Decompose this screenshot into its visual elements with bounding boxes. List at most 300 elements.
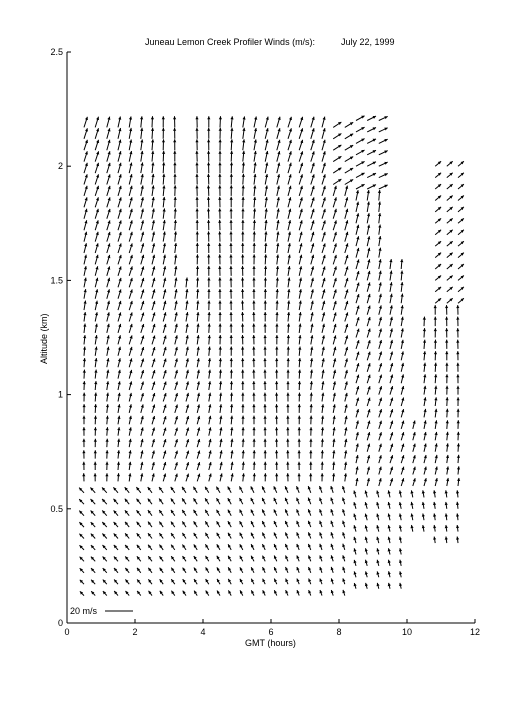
wind-arrow-head [263, 381, 266, 384]
wind-arrow-head [151, 128, 154, 131]
wind-arrow-head [162, 128, 165, 131]
wind-arrow-head [241, 243, 244, 246]
wind-arrow-head [94, 439, 97, 442]
wind-arrow-head [457, 443, 460, 446]
wind-arrow-head [287, 301, 290, 304]
wind-arrow-head [288, 220, 291, 223]
wind-arrow-head [230, 151, 233, 154]
wind-arrow-head [264, 324, 267, 327]
wind-arrow-head [263, 393, 266, 396]
wind-arrow-head [367, 478, 370, 481]
wind-arrow-head [287, 370, 290, 373]
wind-arrow-head [230, 312, 233, 315]
wind-arrow-head [287, 324, 290, 327]
wind-arrow-head [84, 255, 87, 258]
wind-arrow-head [287, 312, 290, 315]
wind-arrow-head [275, 335, 278, 338]
wind-arrow-head [207, 266, 210, 269]
wind-arrow-head [94, 370, 97, 373]
wind-arrow-head [162, 185, 165, 188]
wind-arrow-head [253, 208, 256, 211]
wind-arrow-head [218, 174, 221, 177]
wind-arrow-head [445, 363, 448, 366]
wind-arrow-head [456, 340, 459, 343]
wind-arrow-head [445, 305, 448, 308]
wind-arrow-head [241, 254, 244, 257]
scale-key [70, 606, 133, 616]
wind-arrow-head [345, 404, 348, 407]
wind-arrow-head [252, 427, 255, 430]
wind-arrow-head [219, 128, 222, 131]
wind-arrow-head [423, 340, 426, 343]
wind-arrow-head [174, 208, 177, 211]
wind-arrow-head [207, 185, 210, 188]
wind-arrow-head [434, 386, 437, 389]
scale-key-label: 20 m/s [70, 606, 98, 616]
wind-arrow-head [321, 427, 324, 430]
wind-arrow-head [378, 190, 381, 193]
wind-arrow-head [310, 393, 313, 396]
wind-arrow-head [83, 324, 86, 327]
wind-arrow-head [162, 174, 165, 177]
wind-arrow-head [253, 185, 256, 188]
wind-arrow-head [242, 151, 245, 154]
wind-arrow-head [445, 351, 448, 354]
wind-arrow-head [229, 289, 232, 292]
wind-arrow-head [174, 220, 177, 223]
wind-arrow-head [263, 358, 266, 361]
x-axis-ticks [64, 619, 480, 637]
wind-arrow-head [390, 317, 393, 320]
wind-arrow-head [219, 116, 222, 119]
wind-arrow-head [276, 278, 279, 281]
wind-arrow-head [207, 162, 210, 165]
wind-arrow-head [219, 358, 222, 361]
wind-arrow-head [434, 374, 437, 377]
wind-arrow-head [241, 404, 244, 407]
wind-arrow-head [229, 278, 232, 281]
wind-arrow-head [218, 185, 221, 188]
wind-arrow-head [298, 404, 301, 407]
wind-arrow-head [82, 473, 85, 476]
wind-arrow-head [219, 324, 222, 327]
wind-arrow-head [252, 289, 255, 292]
wind-arrow-head [196, 197, 199, 200]
wind-arrow-head [105, 462, 108, 465]
wind-arrow-head [322, 335, 325, 338]
wind-arrow-head [129, 163, 132, 166]
wind-arrow-head [252, 416, 255, 419]
wind-arrow-head [173, 116, 176, 119]
wind-arrow-head [195, 185, 198, 188]
wind-arrow-head [400, 271, 403, 274]
wind-arrow-head [378, 213, 381, 216]
wind-arrow-head [321, 473, 324, 476]
y-axis-ticks [50, 47, 71, 628]
wind-arrow-head [264, 427, 267, 430]
wind-arrow-head [275, 370, 278, 373]
wind-arrow-head [207, 151, 210, 154]
wind-arrow-head [207, 128, 210, 131]
wind-arrow-head [117, 439, 120, 442]
wind-arrow-head [218, 231, 221, 234]
wind-arrow-head [141, 439, 144, 442]
wind-arrow-head [263, 370, 266, 373]
wind-arrow-head [162, 162, 165, 165]
wind-arrow-head [242, 473, 245, 476]
wind-arrow-head [242, 197, 245, 200]
wind-arrow-head [242, 185, 245, 188]
wind-arrow-head [163, 278, 166, 281]
wind-arrow-head [241, 277, 244, 280]
wind-arrow-head [173, 151, 176, 154]
wind-arrow-head [207, 197, 210, 200]
wind-arrow-head [456, 351, 459, 354]
y-tick-label: 0 [57, 618, 63, 628]
wind-arrow-head [276, 289, 279, 292]
wind-arrow-head [276, 266, 279, 269]
wind-arrow-head [264, 462, 267, 465]
wind-arrow-head [275, 473, 278, 476]
wind-arrow-head [333, 358, 336, 361]
wind-arrow-head [230, 416, 233, 419]
wind-arrow-head [195, 128, 198, 131]
wind-arrow-head [241, 289, 244, 292]
wind-arrow-head [230, 404, 233, 407]
wind-arrow-head [356, 213, 359, 216]
wind-arrow-head [208, 312, 211, 315]
wind-arrow-head [242, 462, 245, 465]
wind-arrow-head [252, 335, 255, 338]
wind-arrow-head [356, 455, 359, 458]
wind-arrow-head [321, 439, 324, 442]
wind-arrow-head [207, 301, 210, 304]
wind-arrow-head [241, 324, 244, 327]
wind-arrow-head [230, 116, 233, 119]
wind-arrow-head [82, 427, 85, 430]
wind-arrow-head [332, 462, 335, 465]
wind-arrow-head [252, 324, 255, 327]
wind-arrow-head [253, 439, 256, 442]
wind-arrow-head [456, 317, 459, 320]
wind-arrow-head [253, 254, 256, 257]
wind-arrow-head [367, 248, 370, 251]
wind-arrow-head [162, 197, 165, 200]
x-tick-label: 12 [469, 627, 481, 637]
y-tick-label: 1 [57, 389, 63, 400]
wind-arrow-head [446, 409, 449, 412]
wind-arrow-head [83, 393, 86, 396]
wind-arrow-head [434, 351, 437, 354]
wind-arrow-head [445, 317, 448, 320]
wind-arrow-head [218, 301, 221, 304]
wind-arrow-head [275, 416, 278, 419]
wind-arrow-head [209, 439, 212, 442]
wind-arrow-head [105, 473, 108, 476]
wind-arrow-head [286, 439, 289, 442]
wind-arrow-head [220, 450, 223, 453]
wind-arrow-head [275, 462, 278, 465]
wind-arrow-head [83, 335, 86, 338]
wind-arrow-head [264, 312, 267, 315]
wind-arrow-head [252, 266, 255, 269]
wind-arrow-head [298, 381, 301, 384]
wind-arrow-head [152, 243, 155, 246]
wind-arrow-head [299, 255, 302, 258]
wind-arrow-head [106, 439, 109, 442]
wind-arrow-head [196, 301, 199, 304]
wind-arrow-head [162, 139, 165, 142]
wind-arrow-head [434, 305, 437, 308]
x-tick-label: 2 [132, 627, 138, 637]
wind-arrow-head [242, 427, 245, 430]
wind-arrow-head [446, 420, 449, 423]
wind-arrow-head [229, 254, 232, 257]
wind-arrow-head [218, 277, 221, 280]
wind-arrow-head [309, 462, 312, 465]
wind-arrow-head [229, 266, 232, 269]
wind-arrow-head [173, 162, 176, 165]
wind-arrow-head [309, 427, 312, 430]
wind-arrow-head [388, 548, 391, 551]
wind-arrow-head [252, 393, 255, 396]
wind-arrow-head [230, 162, 233, 165]
wind-arrow-head [241, 301, 244, 304]
wind-arrow-head [195, 116, 198, 119]
wind-arrow-head [219, 312, 222, 315]
wind-arrow-head [309, 450, 312, 453]
wind-arrow-head [218, 243, 221, 246]
wind-arrow-head [82, 416, 85, 419]
wind-arrow-head [401, 363, 404, 366]
wind-arrow-head [286, 393, 289, 396]
wind-arrow-head [264, 347, 267, 350]
wind-arrow-head [241, 358, 244, 361]
wind-arrow-head [275, 393, 278, 396]
wind-arrow-head [457, 432, 460, 435]
wind-arrow-head [162, 151, 165, 154]
wind-arrow-head [229, 231, 232, 234]
wind-arrow-head [275, 427, 278, 430]
wind-arrow-head [208, 347, 211, 350]
wind-arrow-head [333, 393, 336, 396]
wind-arrow-head [423, 317, 426, 320]
wind-arrow-head [196, 231, 199, 234]
y-tick-label: 1.5 [50, 275, 63, 286]
x-tick-label: 4 [200, 627, 206, 637]
wind-arrow-head [275, 439, 278, 442]
wind-arrow-head [298, 450, 301, 453]
wind-arrow-head [218, 289, 221, 292]
wind-arrow-head [388, 571, 391, 574]
wind-arrow-head [218, 266, 221, 269]
wind-arrow-head [298, 370, 301, 373]
wind-arrow-head [423, 351, 426, 354]
wind-arrow-head [82, 450, 85, 453]
wind-arrow-head [196, 278, 199, 281]
wind-arrow-head [106, 416, 109, 419]
wind-arrow-head [152, 232, 155, 235]
wind-arrow-head [298, 358, 301, 361]
wind-arrow-head [457, 478, 460, 481]
wind-arrow-head [434, 317, 437, 320]
chart-date: July 22, 1999 [341, 37, 395, 47]
wind-arrow-head [241, 266, 244, 269]
wind-arrow-head [298, 393, 301, 396]
wind-arrow-head [196, 289, 199, 292]
wind-arrow-head [207, 277, 210, 280]
wind-arrow-head [207, 208, 210, 211]
wind-arrow-head [456, 363, 459, 366]
wind-arrow-head [229, 243, 232, 246]
x-tick-label: 0 [64, 627, 70, 637]
wind-arrow-head [207, 174, 210, 177]
wind-arrow-head [151, 151, 154, 154]
wind-arrow-head [321, 462, 324, 465]
wind-arrow-head [264, 335, 267, 338]
wind-arrow-head [230, 324, 233, 327]
wind-arrow-head [94, 462, 97, 465]
wind-arrow-head [388, 525, 391, 528]
wind-arrow-head [286, 381, 289, 384]
wind-arrow-head [424, 444, 427, 447]
wind-arrow-head [164, 393, 167, 396]
y-tick-label: 0.5 [50, 503, 63, 514]
wind-arrow-head [230, 220, 233, 223]
wind-arrow-head [83, 404, 86, 407]
wind-arrow-head [252, 301, 255, 304]
wind-arrow-head [151, 162, 154, 165]
wind-arrow-head [356, 202, 359, 205]
wind-arrow-head [275, 324, 278, 327]
wind-arrow-head [434, 397, 437, 400]
wind-arrow-head [207, 289, 210, 292]
wind-arrow-head [229, 301, 232, 304]
wind-arrow-head [241, 220, 244, 223]
wind-arrow-head [230, 185, 233, 188]
wind-arrow-head [321, 450, 324, 453]
y-tick-label: 2 [57, 161, 63, 172]
wind-arrow-head [207, 243, 210, 246]
wind-arrow-head [388, 502, 391, 505]
wind-arrow-head [253, 450, 256, 453]
wind-arrow-head [264, 278, 267, 281]
wind-arrow-head [230, 139, 233, 142]
wind-arrow-head [174, 197, 177, 200]
wind-arrow-head [230, 358, 233, 361]
wind-arrow-head [106, 450, 109, 453]
wind-arrow-head [264, 289, 267, 292]
wind-arrow-head [140, 450, 143, 453]
wind-arrow-head [230, 370, 233, 373]
wind-arrow-head [252, 312, 255, 315]
wind-arrow-head [399, 490, 402, 493]
wind-arrow-head [252, 404, 255, 407]
wind-arrow-head [106, 427, 109, 430]
wind-arrow-head [253, 231, 256, 234]
wind-arrow-head [264, 416, 267, 419]
wind-arrow-head [207, 116, 210, 119]
wind-arrow-head [399, 583, 402, 586]
wind-arrow-head [186, 347, 189, 350]
wind-arrow-head [345, 416, 348, 419]
wind-arrow-head [241, 312, 244, 315]
wind-arrow-head [195, 174, 198, 177]
wind-arrow-head [196, 312, 199, 315]
wind-arrow-head [445, 328, 448, 331]
wind-arrow-head [207, 254, 210, 257]
wind-arrow-head [140, 116, 143, 119]
wind-arrow-head [242, 174, 245, 177]
wind-arrow-head [162, 116, 165, 119]
wind-arrow-head [173, 139, 176, 142]
wind-arrow-head [277, 163, 280, 166]
wind-arrow-head [207, 139, 210, 142]
wind-arrow-head [196, 220, 199, 223]
wind-arrow-head [298, 416, 301, 419]
wind-arrow-head [83, 381, 86, 384]
wind-arrow-head [241, 335, 244, 338]
wind-arrow-head [253, 243, 256, 246]
wind-arrow-head [253, 473, 256, 476]
wind-arrow-head [197, 393, 200, 396]
wind-arrow-head [264, 439, 267, 442]
wind-arrow-head [220, 462, 223, 465]
wind-arrow-head [275, 358, 278, 361]
wind-arrow-head [117, 450, 120, 453]
wind-arrow-head [219, 335, 222, 338]
wind-arrow-head [275, 450, 278, 453]
wind-arrow-head [218, 220, 221, 223]
wind-arrow-head [276, 301, 279, 304]
wind-arrow-head [264, 450, 267, 453]
wind-arrow-head [299, 278, 302, 281]
wind-arrow-head [208, 324, 211, 327]
wind-arrow-head [117, 473, 120, 476]
wind-arrow-head [434, 363, 437, 366]
wind-arrow-head [241, 231, 244, 234]
wind-arrow-head [275, 381, 278, 384]
x-tick-label: 6 [268, 627, 274, 637]
wind-arrow-head [456, 502, 459, 505]
wind-arrow-head [286, 416, 289, 419]
wind-arrow-head [252, 381, 255, 384]
wind-arrow-head [107, 335, 110, 338]
wind-arrow-head [118, 370, 121, 373]
wind-arrow-head [219, 139, 222, 142]
wind-arrow-head [197, 381, 200, 384]
wind-arrow-head [456, 386, 459, 389]
wind-arrow-head [253, 220, 256, 223]
wind-arrow-head [399, 571, 402, 574]
wind-arrow-head [333, 370, 336, 373]
wind-arrow-head [264, 231, 267, 234]
wind-arrow-head [263, 404, 266, 407]
wind-arrow-head [400, 282, 403, 285]
wind-arrow-head [264, 473, 267, 476]
wind-arrow-head [207, 220, 210, 223]
y-axis-label: Altitude (km) [39, 313, 49, 364]
wind-arrow-head [141, 197, 144, 200]
wind-arrow-head [400, 259, 403, 262]
wind-arrow-head [83, 358, 86, 361]
wind-arrow-head [230, 174, 233, 177]
wind-arrow-head [275, 312, 278, 315]
wind-arrow-head [94, 404, 97, 407]
wind-arrow-head [264, 266, 267, 269]
wind-arrow-head [129, 404, 132, 407]
wind-arrow-head [298, 473, 301, 476]
